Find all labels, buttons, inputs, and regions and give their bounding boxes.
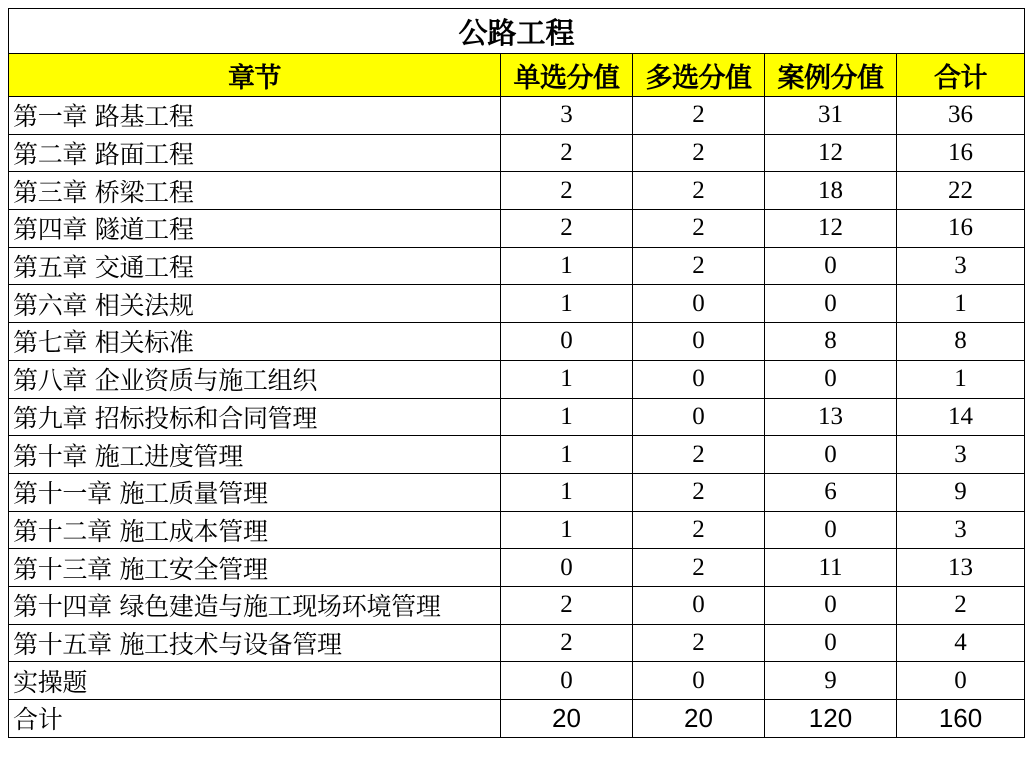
total-cell: 1 [897,285,1025,323]
total-row [9,700,1025,738]
chapter-cell: 第九章 招标投标和合同管理 [9,398,501,436]
chapter-cell: 第十五章 施工技术与设备管理 [9,624,501,662]
total-case: 120 [765,700,897,738]
chapter-cell: 第十二章 施工成本管理 [9,511,501,549]
multi-cell: 2 [633,172,765,210]
table-row [9,210,1025,248]
multi-cell: 0 [633,323,765,361]
single-cell: 2 [501,586,633,624]
multi-cell: 0 [633,360,765,398]
table-row [9,662,1025,700]
table-row [9,511,1025,549]
total-cell: 3 [897,247,1025,285]
chapter-cell: 第八章 企业资质与施工组织 [9,360,501,398]
total-label: 合计 [9,700,501,738]
table-row [9,586,1025,624]
total-cell: 1 [897,360,1025,398]
case-cell: 12 [765,210,897,248]
header-multi: 多选分值 [633,54,765,97]
single-cell: 0 [501,662,633,700]
total-cell: 36 [897,97,1025,135]
single-cell: 1 [501,285,633,323]
score-table [8,8,1025,738]
case-cell: 0 [765,285,897,323]
total-sum: 160 [897,700,1025,738]
multi-cell: 2 [633,247,765,285]
multi-cell: 2 [633,473,765,511]
table-row [9,436,1025,474]
header-case: 案例分值 [765,54,897,97]
chapter-cell: 第一章 路基工程 [9,97,501,135]
single-cell: 1 [501,398,633,436]
single-cell: 1 [501,247,633,285]
case-cell: 18 [765,172,897,210]
table-row [9,285,1025,323]
table-row [9,97,1025,135]
total-cell: 9 [897,473,1025,511]
single-cell: 1 [501,436,633,474]
multi-cell: 0 [633,586,765,624]
single-cell: 0 [501,549,633,587]
total-cell: 16 [897,134,1025,172]
table-row [9,473,1025,511]
single-cell: 1 [501,360,633,398]
case-cell: 0 [765,511,897,549]
total-cell: 3 [897,436,1025,474]
total-single: 20 [501,700,633,738]
chapter-cell: 第五章 交通工程 [9,247,501,285]
case-cell: 9 [765,662,897,700]
chapter-cell: 第三章 桥梁工程 [9,172,501,210]
total-cell: 16 [897,210,1025,248]
total-cell: 4 [897,624,1025,662]
table-row [9,398,1025,436]
case-cell: 12 [765,134,897,172]
total-cell: 0 [897,662,1025,700]
table-row [9,134,1025,172]
multi-cell: 2 [633,624,765,662]
single-cell: 1 [501,473,633,511]
case-cell: 6 [765,473,897,511]
single-cell: 2 [501,172,633,210]
header-row [9,54,1025,97]
case-cell: 0 [765,436,897,474]
case-cell: 0 [765,247,897,285]
chapter-cell: 第十四章 绿色建造与施工现场环境管理 [9,586,501,624]
chapter-cell: 第十一章 施工质量管理 [9,473,501,511]
total-cell: 2 [897,586,1025,624]
multi-cell: 0 [633,285,765,323]
chapter-cell: 第六章 相关法规 [9,285,501,323]
case-cell: 0 [765,360,897,398]
table-row [9,624,1025,662]
header-single: 单选分值 [501,54,633,97]
table-row [9,172,1025,210]
single-cell: 0 [501,323,633,361]
table-row [9,360,1025,398]
multi-cell: 0 [633,398,765,436]
table-title: 公路工程 [9,9,1025,54]
total-cell: 13 [897,549,1025,587]
chapter-cell: 第二章 路面工程 [9,134,501,172]
multi-cell: 2 [633,97,765,135]
case-cell: 0 [765,586,897,624]
total-cell: 14 [897,398,1025,436]
multi-cell: 2 [633,210,765,248]
multi-cell: 2 [633,511,765,549]
multi-cell: 2 [633,134,765,172]
table-row [9,323,1025,361]
case-cell: 13 [765,398,897,436]
chapter-cell: 第十三章 施工安全管理 [9,549,501,587]
chapter-cell: 第四章 隧道工程 [9,210,501,248]
multi-cell: 2 [633,549,765,587]
single-cell: 1 [501,511,633,549]
title-row [9,9,1025,54]
total-multi: 20 [633,700,765,738]
total-cell: 8 [897,323,1025,361]
chapter-cell: 第七章 相关标准 [9,323,501,361]
single-cell: 2 [501,134,633,172]
header-total: 合计 [897,54,1025,97]
multi-cell: 2 [633,436,765,474]
case-cell: 8 [765,323,897,361]
header-chapter: 章节 [9,54,501,97]
case-cell: 0 [765,624,897,662]
single-cell: 3 [501,97,633,135]
table-row [9,247,1025,285]
case-cell: 11 [765,549,897,587]
multi-cell: 0 [633,662,765,700]
chapter-cell: 实操题 [9,662,501,700]
total-cell: 3 [897,511,1025,549]
single-cell: 2 [501,210,633,248]
table-row [9,549,1025,587]
single-cell: 2 [501,624,633,662]
case-cell: 31 [765,97,897,135]
chapter-cell: 第十章 施工进度管理 [9,436,501,474]
total-cell: 22 [897,172,1025,210]
